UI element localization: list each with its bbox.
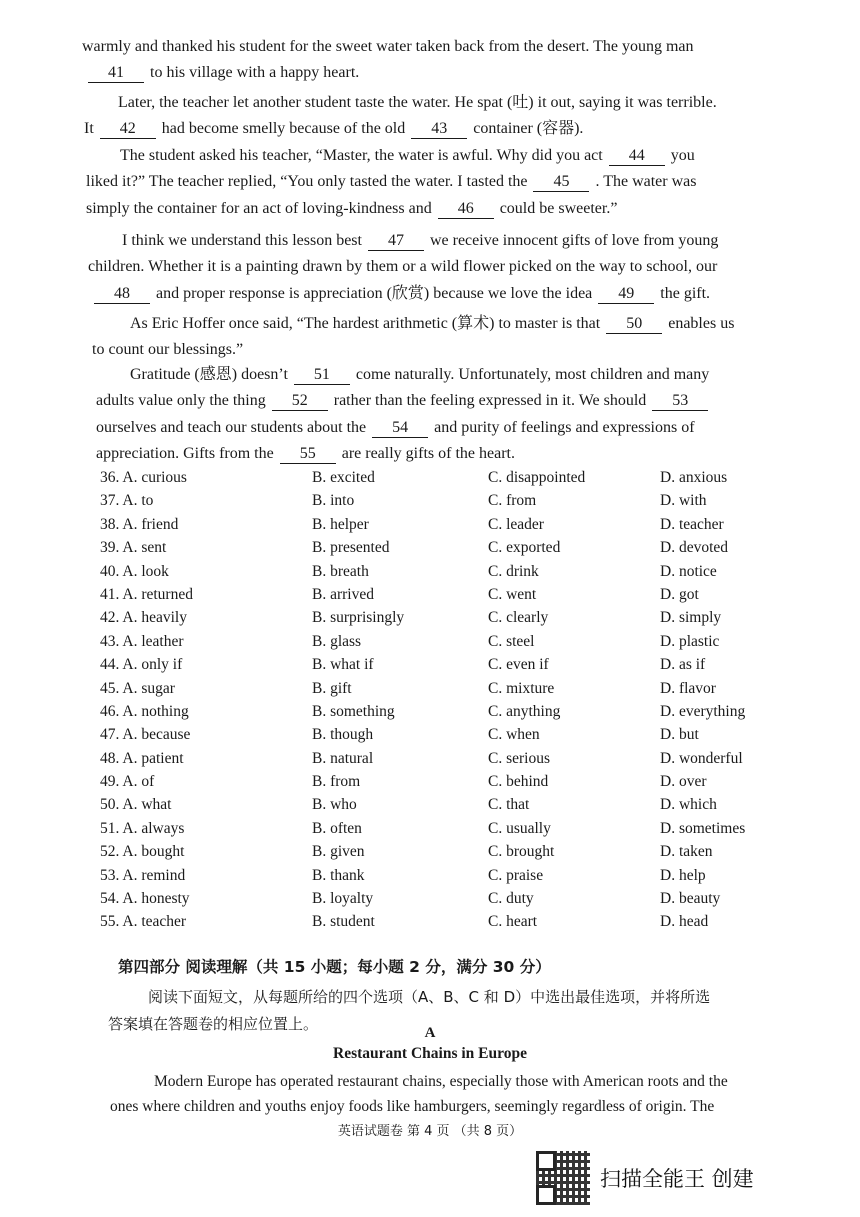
passage-paragraph-3 (86, 143, 798, 222)
option-b: B. surprisingly (312, 609, 405, 627)
option-a: 53. A. remind (100, 866, 186, 884)
option-b: B. from (312, 773, 361, 791)
option-d: D. which (660, 796, 717, 814)
option-b: B. something (312, 702, 395, 720)
answer-options-list (100, 466, 800, 934)
passage-line: I think we understand this lesson best 47 we receive innocent gifts of love from young (122, 232, 719, 249)
passage-title: Restaurant Chains in Europe (333, 1045, 527, 1062)
page-footer: 英语试题卷 第 4 页 （共 8 页） (337, 1124, 523, 1139)
blank-49: 49 (598, 285, 654, 304)
passage-paragraph-1 (82, 34, 794, 87)
option-b: B. natural (312, 749, 374, 767)
option-a: 54. A. honesty (100, 890, 190, 908)
option-c: C. drink (488, 562, 539, 580)
passage-paragraph-4 (88, 228, 800, 307)
option-b: B. into (312, 492, 355, 510)
option-c: C. from (488, 492, 537, 510)
option-a: 49. A. of (100, 773, 155, 791)
instruction-line: 阅读下面短文，从每题所给的四个选项（A、B、C 和 D）中选出最佳选项，并将所选 (148, 988, 711, 1006)
option-b: B. presented (312, 539, 390, 557)
option-a: 44. A. only if (100, 656, 183, 674)
passage-line: warmly and thanked his student for the sweet water taken back from the desert. The young man (82, 38, 694, 55)
blank-53: 53 (652, 392, 708, 411)
option-row (100, 747, 800, 770)
option-row (100, 583, 800, 606)
passage-line: Modern Europe has operated restaurant chains, especially those with American roots and the (154, 1073, 728, 1090)
option-a: 47. A. because (100, 726, 191, 744)
option-row (100, 466, 800, 489)
option-c: C. duty (488, 890, 534, 908)
blank-45: 45 (533, 173, 589, 192)
option-c: C. disappointed (488, 469, 586, 486)
option-c: C. heart (488, 913, 538, 931)
blank-42: 42 (100, 120, 156, 139)
option-a: 50. A. what (100, 796, 172, 814)
passage-letter: A (424, 1025, 436, 1041)
passage-line: simply the container for an act of loving-kindness and 46 could be sweeter.” (86, 199, 618, 217)
option-d: D. anxious (660, 469, 728, 486)
option-a: 43. A. leather (100, 632, 184, 650)
option-a: 52. A. bought (100, 843, 185, 861)
blank-51: 51 (294, 366, 350, 385)
passage-line: appreciation. Gifts from the 55 are really gifts of the heart. (96, 445, 515, 463)
scanner-text: 扫描全能王 创建 (600, 1167, 754, 1191)
option-c: C. serious (488, 749, 550, 767)
option-b: B. gift (312, 679, 352, 697)
blank-47: 47 (368, 232, 424, 251)
option-d: D. head (660, 913, 709, 931)
option-c: C. anything (488, 702, 561, 720)
scanner-watermark (536, 1148, 754, 1208)
option-row (100, 560, 800, 583)
option-b: B. though (312, 726, 374, 744)
option-row (100, 723, 800, 746)
blank-43: 43 (411, 120, 467, 139)
option-row (100, 887, 800, 910)
option-c: C. exported (488, 539, 561, 557)
option-a: 38. A. friend (100, 515, 179, 533)
option-a: 41. A. returned (100, 585, 193, 603)
option-d: D. taken (660, 843, 713, 861)
passage-line: children. Whether it is a painting drawn by them or a wild flower picked on the way to school, our (88, 258, 718, 276)
passage-line: liked it?” The teacher replied, “You only tasted the water. I tasted the 45 . The water was (86, 173, 697, 191)
passage-paragraph-5 (92, 311, 804, 364)
option-a: 51. A. always (100, 819, 185, 837)
option-b: B. student (312, 913, 375, 931)
option-c: C. mixture (488, 679, 555, 697)
passage-paragraph-6 (96, 362, 808, 468)
option-a: 45. A. sugar (100, 679, 175, 697)
passage-line: It 42 had become smelly because of the old 43 container (容器). (84, 120, 584, 138)
blank-55: 55 (280, 445, 336, 464)
option-b: B. what if (312, 656, 374, 674)
option-row (100, 653, 800, 676)
option-a: 39. A. sent (100, 539, 167, 557)
blank-52: 52 (272, 392, 328, 411)
option-b: B. excited (312, 469, 375, 486)
passage-a-body (110, 1069, 800, 1119)
blank-46: 46 (438, 200, 494, 219)
passage-line: 41 to his village with a happy heart. (82, 60, 794, 86)
option-a: 37. A. to (100, 492, 154, 510)
blank-44: 44 (609, 147, 665, 166)
option-a: 46. A. nothing (100, 702, 189, 720)
option-row (100, 677, 800, 700)
option-d: D. plastic (660, 632, 720, 650)
option-c: C. even if (488, 656, 549, 674)
option-b: B. thank (312, 866, 365, 884)
option-row (100, 864, 800, 887)
option-row (100, 606, 800, 629)
option-row (100, 840, 800, 863)
option-row (100, 700, 800, 723)
option-a: 42. A. heavily (100, 609, 187, 627)
option-c: C. when (488, 726, 540, 744)
blank-48: 48 (94, 285, 150, 304)
option-d: D. help (660, 866, 706, 884)
option-row (100, 793, 800, 816)
option-row (100, 630, 800, 653)
option-c: C. leader (488, 515, 544, 533)
option-a: 55. A. teacher (100, 913, 187, 931)
option-c: C. usually (488, 819, 551, 837)
passage-line: Gratitude (感恩) doesn’t 51 come naturally. Unfortunately, most children and many (130, 366, 710, 383)
option-d: D. simply (660, 609, 722, 627)
option-d: D. beauty (660, 890, 721, 908)
option-c: C. went (488, 585, 537, 603)
blank-54: 54 (372, 419, 428, 438)
option-b: B. loyalty (312, 890, 374, 908)
option-d: D. teacher (660, 515, 724, 533)
option-d: D. as if (660, 656, 706, 674)
passage-line: to count our blessings.” (92, 341, 244, 359)
passage-line: 48 and proper response is appreciation (欣赏) because we love the idea 49 the gift. (88, 281, 800, 307)
option-d: D. got (660, 585, 699, 603)
option-a: 40. A. look (100, 562, 169, 580)
option-d: D. flavor (660, 679, 716, 697)
blank-50: 50 (606, 315, 662, 334)
option-row (100, 489, 800, 512)
option-b: B. who (312, 796, 357, 814)
option-d: D. devoted (660, 539, 729, 557)
option-a: 48. A. patient (100, 749, 184, 767)
option-row (100, 513, 800, 536)
option-b: B. given (312, 843, 365, 861)
option-row (100, 770, 800, 793)
blank-41: 41 (88, 64, 144, 83)
passage-line: ourselves and teach our students about the 54 and purity of feelings and expressions of (96, 418, 695, 436)
option-row (100, 536, 800, 559)
option-a: 36. A. curious (100, 469, 187, 486)
passage-line: The student asked his teacher, “Master, the water is awful. Why did you act 44 you (120, 147, 695, 164)
option-c: C. clearly (488, 609, 549, 627)
option-d: D. wonderful (660, 749, 743, 767)
option-b: B. often (312, 819, 362, 837)
passage-line: As Eric Hoffer once said, “The hardest arithmetic (算术) to master is that 50 enables us (130, 315, 735, 332)
section-heading: 第四部分 阅读理解（共 15 小题；每小题 2 分，满分 30 分） (118, 958, 551, 976)
option-d: D. notice (660, 562, 717, 580)
option-b: B. arrived (312, 585, 374, 603)
option-b: B. glass (312, 632, 362, 650)
passage-line: ones where children and youths enjoy foods like hamburgers, seemingly regardless of origin. The (110, 1098, 715, 1115)
option-d: D. with (660, 492, 707, 510)
option-d: D. over (660, 773, 707, 791)
instruction-line: 答案填在答题卷的相应位置上。 (108, 1015, 319, 1033)
passage-line: adults value only the thing 52 rather than the feeling expressed in it. We should 53 (96, 388, 808, 414)
option-c: C. behind (488, 773, 549, 791)
option-d: D. but (660, 726, 699, 744)
option-c: C. brought (488, 843, 555, 861)
passage-paragraph-2 (84, 90, 796, 143)
option-c: C. steel (488, 632, 535, 650)
option-b: B. breath (312, 562, 369, 580)
option-row (100, 910, 800, 933)
option-b: B. helper (312, 515, 369, 533)
option-row (100, 817, 800, 840)
qr-code-icon (536, 1151, 590, 1205)
option-d: D. sometimes (660, 819, 746, 837)
option-d: D. everything (660, 702, 746, 720)
passage-line: Later, the teacher let another student taste the water. He spat (吐) it out, saying it was terrible. (118, 94, 717, 111)
option-c: C. that (488, 796, 530, 814)
option-c: C. praise (488, 866, 544, 884)
